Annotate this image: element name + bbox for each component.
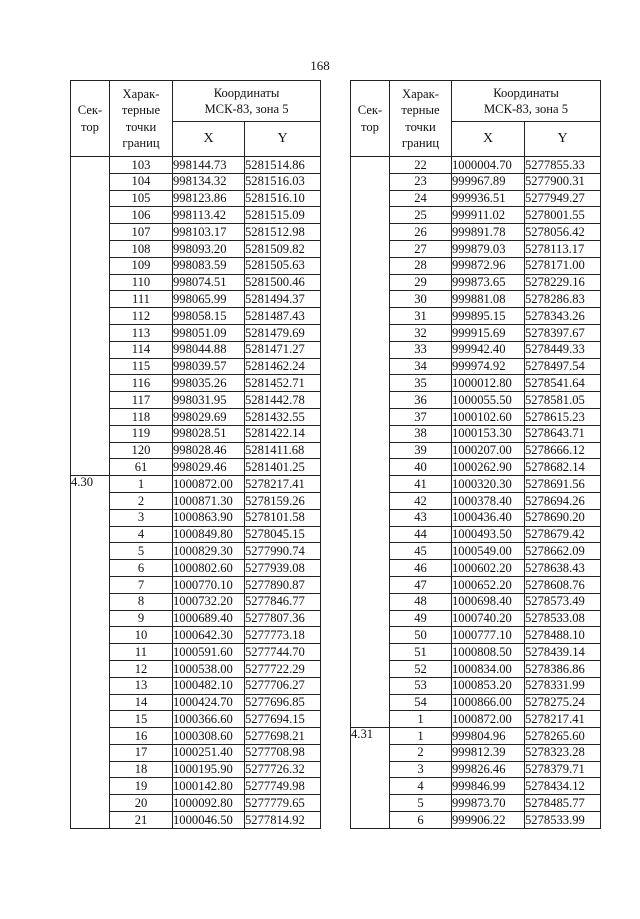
point-number-cell: 32 <box>390 324 452 341</box>
sector-header-line: Сек- <box>77 103 103 118</box>
points-header-line: Харак- <box>122 87 160 102</box>
point-number-cell: 115 <box>110 358 173 375</box>
y-column-header: Y <box>245 122 321 157</box>
x-coordinate-cell: 1000308.60 <box>173 728 245 745</box>
point-number-cell: 107 <box>110 224 173 241</box>
point-number-cell: 120 <box>110 442 173 459</box>
y-coordinate-cell: 5281422.14 <box>245 425 321 442</box>
y-coordinate-cell: 5278533.99 <box>525 812 601 829</box>
y-coordinate-cell: 5278171.00 <box>525 257 601 274</box>
point-number-cell: 3 <box>110 509 173 526</box>
point-number-cell: 117 <box>110 392 173 409</box>
y-coordinate-cell: 5281487.43 <box>245 308 321 325</box>
y-coordinate-cell: 5278682.14 <box>525 459 601 476</box>
y-coordinate-cell: 5278615.23 <box>525 408 601 425</box>
y-coordinate-cell: 5277939.08 <box>245 560 321 577</box>
point-number-cell: 47 <box>390 576 452 593</box>
x-coordinate-cell: 998039.57 <box>173 358 245 375</box>
x-coordinate-cell: 999804.96 <box>452 728 525 745</box>
x-coordinate-cell: 999974.92 <box>452 358 525 375</box>
point-number-cell: 4 <box>110 526 173 543</box>
y-coordinate-cell: 5277708.98 <box>245 744 321 761</box>
x-coordinate-cell: 999846.99 <box>452 778 525 795</box>
table-row <box>351 728 601 745</box>
y-coordinate-cell: 5278286.83 <box>525 291 601 308</box>
x-coordinate-cell: 998035.26 <box>173 375 245 392</box>
points-header-line: точки <box>125 119 157 134</box>
y-coordinate-cell: 5277726.32 <box>245 761 321 778</box>
x-coordinate-cell: 1000829.30 <box>173 543 245 560</box>
y-coordinate-cell: 5277807.36 <box>245 610 321 627</box>
y-coordinate-cell: 5278101.58 <box>245 509 321 526</box>
y-coordinate-cell: 5278608.76 <box>525 576 601 593</box>
point-number-cell: 1 <box>110 476 173 493</box>
x-coordinate-cell: 998093.20 <box>173 240 245 257</box>
point-number-cell: 113 <box>110 324 173 341</box>
x-coordinate-cell: 1000004.70 <box>452 157 525 174</box>
x-coordinate-cell: 1000866.00 <box>452 694 525 711</box>
point-number-cell: 111 <box>110 291 173 308</box>
x-coordinate-cell: 1000834.00 <box>452 660 525 677</box>
x-coordinate-cell: 998123.86 <box>173 190 245 207</box>
x-coordinate-cell: 998074.51 <box>173 274 245 291</box>
x-coordinate-cell: 1000871.30 <box>173 492 245 509</box>
coordinates-table-left <box>70 80 321 829</box>
point-number-cell: 51 <box>390 644 452 661</box>
x-coordinate-cell: 999872.96 <box>452 257 525 274</box>
y-coordinate-cell: 5281512.98 <box>245 224 321 241</box>
x-coordinate-cell: 1000424.70 <box>173 694 245 711</box>
point-number-cell: 11 <box>110 644 173 661</box>
point-number-cell: 21 <box>110 812 173 829</box>
point-number-cell: 2 <box>390 744 452 761</box>
point-number-cell: 48 <box>390 593 452 610</box>
y-coordinate-cell: 5281479.69 <box>245 324 321 341</box>
point-number-cell: 9 <box>110 610 173 627</box>
x-coordinate-cell: 1000538.00 <box>173 660 245 677</box>
point-number-cell: 106 <box>110 207 173 224</box>
x-coordinate-cell: 999967.89 <box>452 173 525 190</box>
y-coordinate-cell: 5281401.25 <box>245 459 321 476</box>
y-coordinate-cell: 5277779.65 <box>245 795 321 812</box>
y-coordinate-cell: 5278217.41 <box>245 476 321 493</box>
y-column-header: Y <box>525 122 601 157</box>
point-number-cell: 39 <box>390 442 452 459</box>
coordinates-header <box>452 81 601 122</box>
y-coordinate-cell: 5278001.55 <box>525 207 601 224</box>
x-coordinate-cell: 1000482.10 <box>173 677 245 694</box>
y-coordinate-cell: 5278573.49 <box>525 593 601 610</box>
point-number-cell: 41 <box>390 476 452 493</box>
x-coordinate-cell: 1000262.90 <box>452 459 525 476</box>
point-number-cell: 35 <box>390 375 452 392</box>
x-coordinate-cell: 999936.51 <box>452 190 525 207</box>
point-number-cell: 38 <box>390 425 452 442</box>
sector-cell <box>71 157 110 476</box>
y-coordinate-cell: 5278662.09 <box>525 543 601 560</box>
y-coordinate-cell: 5281509.82 <box>245 240 321 257</box>
y-coordinate-cell: 5281515.09 <box>245 207 321 224</box>
y-coordinate-cell: 5281411.68 <box>245 442 321 459</box>
y-coordinate-cell: 5277855.33 <box>525 157 601 174</box>
x-coordinate-cell: 998031.95 <box>173 392 245 409</box>
x-coordinate-cell: 1000652.20 <box>452 576 525 593</box>
y-coordinate-cell: 5281500.46 <box>245 274 321 291</box>
points-header-line: границ <box>401 135 440 150</box>
point-number-cell: 31 <box>390 308 452 325</box>
point-number-cell: 22 <box>390 157 452 174</box>
point-number-cell: 5 <box>110 543 173 560</box>
x-coordinate-cell: 1000493.50 <box>452 526 525 543</box>
point-number-cell: 50 <box>390 627 452 644</box>
point-number-cell: 103 <box>110 157 173 174</box>
y-coordinate-cell: 5278643.71 <box>525 425 601 442</box>
sector-header-line: тор <box>361 119 379 134</box>
x-coordinate-cell: 1000689.40 <box>173 610 245 627</box>
table-row <box>71 476 321 493</box>
x-coordinate-cell: 1000591.60 <box>173 644 245 661</box>
y-coordinate-cell: 5278488.10 <box>525 627 601 644</box>
y-coordinate-cell: 5277696.85 <box>245 694 321 711</box>
x-coordinate-cell: 999826.46 <box>452 761 525 778</box>
table-header <box>351 81 601 157</box>
y-coordinate-cell: 5278434.12 <box>525 778 601 795</box>
point-number-cell: 16 <box>110 728 173 745</box>
point-number-cell: 34 <box>390 358 452 375</box>
x-coordinate-cell: 1000770.10 <box>173 576 245 593</box>
y-coordinate-cell: 5281462.24 <box>245 358 321 375</box>
x-coordinate-cell: 999911.02 <box>452 207 525 224</box>
y-coordinate-cell: 5278045.15 <box>245 526 321 543</box>
table-row <box>351 157 601 174</box>
points-header-line: терные <box>401 103 440 118</box>
x-coordinate-cell: 1000207.00 <box>452 442 525 459</box>
points-header-line: терные <box>121 103 161 118</box>
point-number-cell: 49 <box>390 610 452 627</box>
point-number-cell: 46 <box>390 560 452 577</box>
y-coordinate-cell: 5278541.64 <box>525 375 601 392</box>
x-column-header: X <box>173 122 245 157</box>
coordinates-header-line: Координаты <box>213 85 280 100</box>
x-coordinate-cell: 1000872.00 <box>173 476 245 493</box>
x-column-header: X <box>452 122 525 157</box>
coordinates-header-line: Координаты <box>493 85 559 100</box>
x-coordinate-cell: 1000602.20 <box>452 560 525 577</box>
x-coordinate-cell: 998029.69 <box>173 408 245 425</box>
point-number-cell: 6 <box>110 560 173 577</box>
y-coordinate-cell: 5281432.55 <box>245 408 321 425</box>
y-coordinate-cell: 5278331.99 <box>525 677 601 694</box>
x-coordinate-cell: 998113.42 <box>173 207 245 224</box>
point-number-cell: 4 <box>390 778 452 795</box>
sector-header-line: тор <box>81 119 99 134</box>
point-number-cell: 33 <box>390 341 452 358</box>
x-coordinate-cell: 1000092.80 <box>173 795 245 812</box>
x-coordinate-cell: 998028.51 <box>173 425 245 442</box>
y-coordinate-cell: 5278485.77 <box>525 795 601 812</box>
x-coordinate-cell: 999895.15 <box>452 308 525 325</box>
coordinates-header-line: МСК-83, зона 5 <box>204 102 289 116</box>
sector-header <box>71 81 110 157</box>
x-coordinate-cell: 1000102.60 <box>452 408 525 425</box>
sector-header-line: Сек- <box>357 103 383 118</box>
x-coordinate-cell: 1000863.90 <box>173 509 245 526</box>
y-coordinate-cell: 5281514.86 <box>245 157 321 174</box>
point-number-cell: 6 <box>390 812 452 829</box>
point-number-cell: 104 <box>110 173 173 190</box>
point-number-cell: 7 <box>110 576 173 593</box>
sector-header <box>351 81 390 157</box>
y-coordinate-cell: 5281471.27 <box>245 341 321 358</box>
point-number-cell: 23 <box>390 173 452 190</box>
x-coordinate-cell: 1000853.20 <box>452 677 525 694</box>
point-number-cell: 36 <box>390 392 452 409</box>
point-number-cell: 105 <box>110 190 173 207</box>
y-coordinate-cell: 5277749.98 <box>245 778 321 795</box>
y-coordinate-cell: 5277900.31 <box>525 173 601 190</box>
x-coordinate-cell: 999873.70 <box>452 795 525 812</box>
x-coordinate-cell: 998058.15 <box>173 308 245 325</box>
point-number-cell: 1 <box>390 728 452 745</box>
point-number-cell: 13 <box>110 677 173 694</box>
y-coordinate-cell: 5278694.26 <box>525 492 601 509</box>
x-coordinate-cell: 998028.46 <box>173 442 245 459</box>
point-number-cell: 118 <box>110 408 173 425</box>
y-coordinate-cell: 5278343.26 <box>525 308 601 325</box>
x-coordinate-cell: 999879.03 <box>452 240 525 257</box>
y-coordinate-cell: 5277814.92 <box>245 812 321 829</box>
point-number-cell: 42 <box>390 492 452 509</box>
x-coordinate-cell: 999812.39 <box>452 744 525 761</box>
y-coordinate-cell: 5281516.10 <box>245 190 321 207</box>
sector-cell: 4.31 <box>351 728 390 829</box>
y-coordinate-cell: 5278679.42 <box>525 526 601 543</box>
y-coordinate-cell: 5277694.15 <box>245 711 321 728</box>
x-coordinate-cell: 1000777.10 <box>452 627 525 644</box>
x-coordinate-cell: 1000549.00 <box>452 543 525 560</box>
y-coordinate-cell: 5278691.56 <box>525 476 601 493</box>
coordinates-header-line: МСК-83, зона 5 <box>483 102 569 116</box>
y-coordinate-cell: 5278638.43 <box>525 560 601 577</box>
page-number: 168 <box>310 58 330 73</box>
y-coordinate-cell: 5277706.27 <box>245 677 321 694</box>
y-coordinate-cell: 5278449.33 <box>525 341 601 358</box>
table-body <box>71 157 321 829</box>
x-coordinate-cell: 998083.59 <box>173 257 245 274</box>
point-number-cell: 10 <box>110 627 173 644</box>
point-number-cell: 26 <box>390 224 452 241</box>
points-header <box>110 81 173 157</box>
y-coordinate-cell: 5281494.37 <box>245 291 321 308</box>
point-number-cell: 20 <box>110 795 173 812</box>
points-header-line: границ <box>122 135 160 150</box>
point-number-cell: 119 <box>110 425 173 442</box>
point-number-cell: 61 <box>110 459 173 476</box>
x-coordinate-cell: 999915.69 <box>452 324 525 341</box>
point-number-cell: 2 <box>110 492 173 509</box>
point-number-cell: 12 <box>110 660 173 677</box>
x-coordinate-cell: 998029.46 <box>173 459 245 476</box>
y-coordinate-cell: 5277722.29 <box>245 660 321 677</box>
point-number-cell: 112 <box>110 308 173 325</box>
y-coordinate-cell: 5278533.08 <box>525 610 601 627</box>
x-coordinate-cell: 1000698.40 <box>452 593 525 610</box>
y-coordinate-cell: 5277949.27 <box>525 190 601 207</box>
x-coordinate-cell: 998065.99 <box>173 291 245 308</box>
point-number-cell: 44 <box>390 526 452 543</box>
point-number-cell: 108 <box>110 240 173 257</box>
point-number-cell: 17 <box>110 744 173 761</box>
point-number-cell: 19 <box>110 778 173 795</box>
y-coordinate-cell: 5277744.70 <box>245 644 321 661</box>
y-coordinate-cell: 5277846.77 <box>245 593 321 610</box>
y-coordinate-cell: 5281516.03 <box>245 173 321 190</box>
table-header <box>71 81 321 157</box>
table-body <box>351 157 601 829</box>
x-coordinate-cell: 1000366.60 <box>173 711 245 728</box>
point-number-cell: 3 <box>390 761 452 778</box>
points-header-line: Харак- <box>402 87 439 102</box>
y-coordinate-cell: 5278217.41 <box>525 711 601 728</box>
point-number-cell: 114 <box>110 341 173 358</box>
point-number-cell: 28 <box>390 257 452 274</box>
x-coordinate-cell: 998134.32 <box>173 173 245 190</box>
table-row <box>71 157 321 174</box>
point-number-cell: 5 <box>390 795 452 812</box>
y-coordinate-cell: 5278690.20 <box>525 509 601 526</box>
x-coordinate-cell: 999906.22 <box>452 812 525 829</box>
y-coordinate-cell: 5278265.60 <box>525 728 601 745</box>
point-number-cell: 15 <box>110 711 173 728</box>
y-coordinate-cell: 5278323.28 <box>525 744 601 761</box>
x-coordinate-cell: 1000802.60 <box>173 560 245 577</box>
point-number-cell: 14 <box>110 694 173 711</box>
x-coordinate-cell: 1000732.20 <box>173 593 245 610</box>
point-number-cell: 54 <box>390 694 452 711</box>
x-coordinate-cell: 1000849.80 <box>173 526 245 543</box>
y-coordinate-cell: 5278666.12 <box>525 442 601 459</box>
x-coordinate-cell: 1000808.50 <box>452 644 525 661</box>
points-header <box>390 81 452 157</box>
y-coordinate-cell: 5277990.74 <box>245 543 321 560</box>
point-number-cell: 53 <box>390 677 452 694</box>
point-number-cell: 45 <box>390 543 452 560</box>
coordinates-header <box>173 81 321 122</box>
point-number-cell: 25 <box>390 207 452 224</box>
y-coordinate-cell: 5277698.21 <box>245 728 321 745</box>
x-coordinate-cell: 1000378.40 <box>452 492 525 509</box>
point-number-cell: 29 <box>390 274 452 291</box>
point-number-cell: 27 <box>390 240 452 257</box>
point-number-cell: 37 <box>390 408 452 425</box>
point-number-cell: 18 <box>110 761 173 778</box>
point-number-cell: 8 <box>110 593 173 610</box>
y-coordinate-cell: 5278159.26 <box>245 492 321 509</box>
point-number-cell: 30 <box>390 291 452 308</box>
y-coordinate-cell: 5277890.87 <box>245 576 321 593</box>
x-coordinate-cell: 1000012.80 <box>452 375 525 392</box>
y-coordinate-cell: 5278379.71 <box>525 761 601 778</box>
y-coordinate-cell: 5278397.67 <box>525 324 601 341</box>
point-number-cell: 24 <box>390 190 452 207</box>
x-coordinate-cell: 1000251.40 <box>173 744 245 761</box>
y-coordinate-cell: 5278497.54 <box>525 358 601 375</box>
sector-cell: 4.30 <box>71 476 110 829</box>
point-number-cell: 43 <box>390 509 452 526</box>
x-coordinate-cell: 1000195.90 <box>173 761 245 778</box>
sector-cell <box>351 157 390 728</box>
x-coordinate-cell: 1000055.50 <box>452 392 525 409</box>
x-coordinate-cell: 1000872.00 <box>452 711 525 728</box>
x-coordinate-cell: 998144.73 <box>173 157 245 174</box>
points-header-line: точки <box>405 119 436 134</box>
x-coordinate-cell: 998051.09 <box>173 324 245 341</box>
x-coordinate-cell: 998103.17 <box>173 224 245 241</box>
y-coordinate-cell: 5278581.05 <box>525 392 601 409</box>
x-coordinate-cell: 999881.08 <box>452 291 525 308</box>
y-coordinate-cell: 5278229.16 <box>525 274 601 291</box>
x-coordinate-cell: 1000320.30 <box>452 476 525 493</box>
y-coordinate-cell: 5278113.17 <box>525 240 601 257</box>
y-coordinate-cell: 5281452.71 <box>245 375 321 392</box>
x-coordinate-cell: 999873.65 <box>452 274 525 291</box>
x-coordinate-cell: 1000142.80 <box>173 778 245 795</box>
x-coordinate-cell: 1000642.30 <box>173 627 245 644</box>
x-coordinate-cell: 999942.40 <box>452 341 525 358</box>
point-number-cell: 52 <box>390 660 452 677</box>
x-coordinate-cell: 998044.88 <box>173 341 245 358</box>
y-coordinate-cell: 5278439.14 <box>525 644 601 661</box>
x-coordinate-cell: 1000436.40 <box>452 509 525 526</box>
point-number-cell: 110 <box>110 274 173 291</box>
point-number-cell: 40 <box>390 459 452 476</box>
point-number-cell: 109 <box>110 257 173 274</box>
y-coordinate-cell: 5278056.42 <box>525 224 601 241</box>
point-number-cell: 1 <box>390 711 452 728</box>
y-coordinate-cell: 5278275.24 <box>525 694 601 711</box>
x-coordinate-cell: 1000740.20 <box>452 610 525 627</box>
y-coordinate-cell: 5277773.18 <box>245 627 321 644</box>
y-coordinate-cell: 5278386.86 <box>525 660 601 677</box>
x-coordinate-cell: 1000153.30 <box>452 425 525 442</box>
y-coordinate-cell: 5281505.63 <box>245 257 321 274</box>
x-coordinate-cell: 1000046.50 <box>173 812 245 829</box>
y-coordinate-cell: 5281442.78 <box>245 392 321 409</box>
coordinates-table-right <box>350 80 601 829</box>
point-number-cell: 116 <box>110 375 173 392</box>
x-coordinate-cell: 999891.78 <box>452 224 525 241</box>
